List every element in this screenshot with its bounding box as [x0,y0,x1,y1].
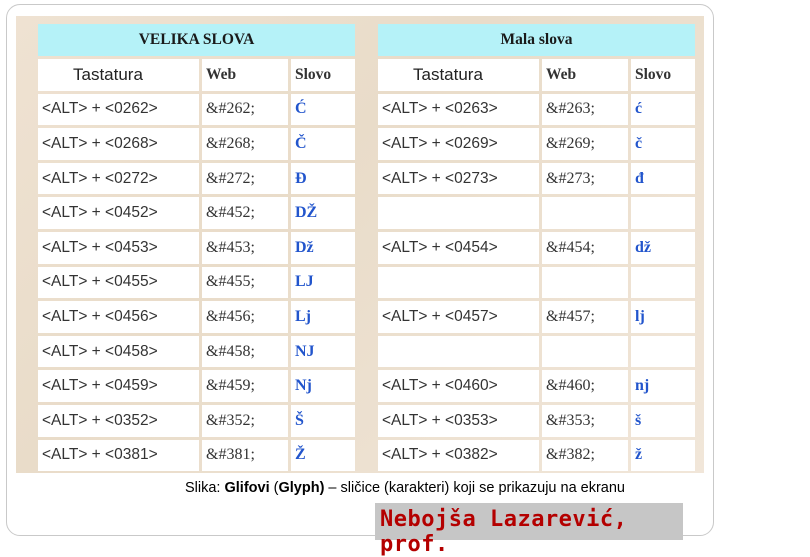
glyph-cell: Dž [291,232,355,264]
column-header-web: Web [542,59,628,91]
table-row [378,440,695,472]
alt-code-cell: <ALT> + <0263> [378,94,539,126]
empty-cell [378,267,539,299]
alt-code-cell: <ALT> + <0269> [378,128,539,160]
empty-cell [378,197,539,229]
table-row [38,370,355,402]
alt-code-cell: <ALT> + <0352> [38,405,199,437]
table-row [378,197,695,229]
caption-rest: – sličice (karakteri) koji se prikazuju na ekranu [324,480,625,496]
column-header-slovo: Slovo [291,59,355,91]
glyph-cell: ć [631,94,695,126]
glyph-cell: Č [291,128,355,160]
caption-paren: ( [269,480,279,496]
glyph-cell: Nj [291,370,355,402]
column-header-slovo: Slovo [631,59,695,91]
alt-code-cell: <ALT> + <0456> [38,301,199,333]
glyph-cell: ž [631,440,695,472]
lowercase-title: Mala slova [378,24,695,56]
web-code-cell: &#452; [202,197,288,229]
web-code-cell: &#454; [542,232,628,264]
table-row [378,267,695,299]
table-row [378,301,695,333]
table-row [378,128,695,160]
alt-code-cell: <ALT> + <0455> [38,267,199,299]
alt-code-cell: <ALT> + <0381> [38,440,199,472]
uppercase-table [35,21,358,474]
column-header-tastatura: Tastatura [378,59,539,91]
glyph-cell: Ž [291,440,355,472]
glyph-cell: Š [291,405,355,437]
glyph-cell: LJ [291,267,355,299]
glyph-cell: nj [631,370,695,402]
table-row [378,94,695,126]
glyph-cell: NJ [291,336,355,368]
alt-code-cell: <ALT> + <0452> [38,197,199,229]
web-code-cell: &#353; [542,405,628,437]
table-row [38,440,355,472]
web-code-cell: &#262; [202,94,288,126]
empty-cell [631,197,695,229]
empty-cell [542,336,628,368]
uppercase-title: VELIKA SLOVA [38,24,355,56]
table-row [378,405,695,437]
alt-code-cell: <ALT> + <0353> [378,405,539,437]
caption-prefix: Slika: [185,480,225,496]
web-code-cell: &#272; [202,163,288,195]
web-code-cell: &#352; [202,405,288,437]
glyph-cell: Ć [291,94,355,126]
table-row [38,267,355,299]
table-row [38,405,355,437]
glyph-table-image [16,16,704,473]
web-code-cell: &#456; [202,301,288,333]
web-code-cell: &#263; [542,94,628,126]
table-row [378,370,695,402]
table-row [378,336,695,368]
alt-code-cell: <ALT> + <0268> [38,128,199,160]
empty-cell [631,267,695,299]
glyph-cell: lj [631,301,695,333]
empty-cell [542,197,628,229]
alt-code-cell: <ALT> + <0262> [38,94,199,126]
web-code-cell: &#457; [542,301,628,333]
glyph-cell: DŽ [291,197,355,229]
web-code-cell: &#459; [202,370,288,402]
web-code-cell: &#381; [202,440,288,472]
alt-code-cell: <ALT> + <0453> [38,232,199,264]
table-row [38,128,355,160]
alt-code-cell: <ALT> + <0459> [38,370,199,402]
author-name: Nebojša Lazarević, prof. [380,507,628,557]
caption-term-glyph: Glyph) [278,480,325,496]
column-header-web: Web [202,59,288,91]
figure-caption [0,480,810,496]
web-code-cell: &#453; [202,232,288,264]
glyph-cell: đ [631,163,695,195]
table-row [38,232,355,264]
glyph-cell: Lj [291,301,355,333]
web-code-cell: &#273; [542,163,628,195]
lowercase-table [375,21,698,474]
web-code-cell: &#269; [542,128,628,160]
table-row [378,232,695,264]
column-header-tastatura: Tastatura [38,59,199,91]
web-code-cell: &#455; [202,267,288,299]
glyph-cell: Đ [291,163,355,195]
table-row [38,94,355,126]
empty-cell [378,336,539,368]
alt-code-cell: <ALT> + <0273> [378,163,539,195]
web-code-cell: &#460; [542,370,628,402]
table-row [38,336,355,368]
web-code-cell: &#268; [202,128,288,160]
caption-term-glifovi: Glifovi [224,480,270,496]
empty-cell [542,267,628,299]
web-code-cell: &#382; [542,440,628,472]
alt-code-cell: <ALT> + <0382> [378,440,539,472]
alt-code-cell: <ALT> + <0457> [378,301,539,333]
author-banner [375,503,683,557]
alt-code-cell: <ALT> + <0454> [378,232,539,264]
table-row [38,197,355,229]
glyph-cell: dž [631,232,695,264]
table-row [378,163,695,195]
table-row [38,163,355,195]
glyph-cell: č [631,128,695,160]
glyph-cell: š [631,405,695,437]
alt-code-cell: <ALT> + <0460> [378,370,539,402]
empty-cell [631,336,695,368]
table-row [38,301,355,333]
web-code-cell: &#458; [202,336,288,368]
alt-code-cell: <ALT> + <0458> [38,336,199,368]
alt-code-cell: <ALT> + <0272> [38,163,199,195]
